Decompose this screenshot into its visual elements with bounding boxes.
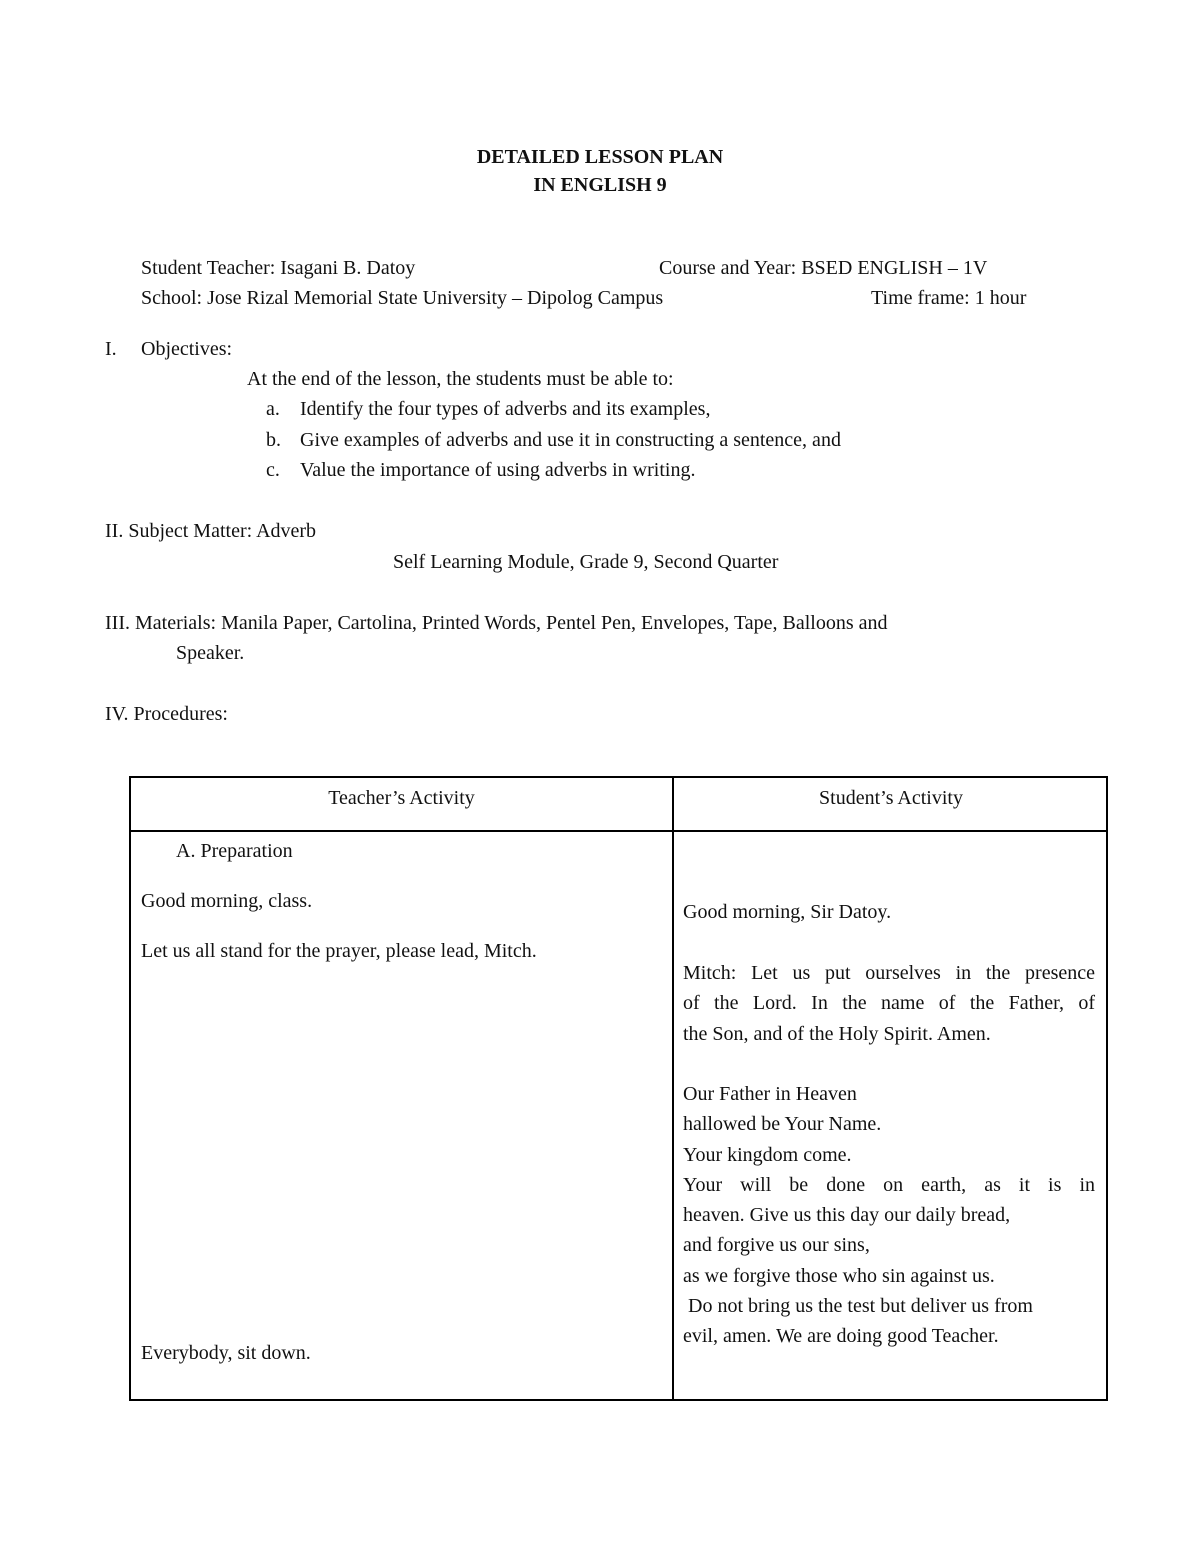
prayer-line: the Son, and of the Holy Spirit. Amen. bbox=[683, 1022, 991, 1045]
prayer-line: Your kingdom come. bbox=[683, 1143, 852, 1166]
procedures-heading: IV. Procedures: bbox=[105, 703, 228, 725]
teacher-section-heading: A. Preparation bbox=[176, 840, 293, 862]
course-year: Course and Year: BSED ENGLISH – 1V bbox=[659, 257, 988, 279]
student-teacher: Student Teacher: Isagani B. Datoy bbox=[141, 257, 416, 279]
materials-line1: III. Materials: Manila Paper, Cartolina, Printed Words, Pentel Pen, Envelopes, Tape, Balloons and bbox=[105, 612, 888, 634]
prayer-line: hallowed be Your Name. bbox=[683, 1113, 882, 1136]
subject-matter: II. Subject Matter: Adverb bbox=[105, 520, 317, 542]
objective-item: Identify the four types of adverbs and its examples, bbox=[300, 398, 711, 420]
prayer-line: Your will be done on earth, as it is in bbox=[683, 1173, 1095, 1196]
objectives-intro: At the end of the lesson, the students must be able to: bbox=[247, 368, 674, 390]
document-title-line2: IN ENGLISH 9 bbox=[533, 174, 667, 196]
objectives-heading: Objectives: bbox=[141, 338, 233, 360]
prayer-line: as we forgive those who sin against us. bbox=[683, 1264, 995, 1287]
materials-line2: Speaker. bbox=[176, 642, 245, 664]
prayer-line: evil, amen. We are doing good Teacher. bbox=[683, 1325, 999, 1348]
objective-marker: c. bbox=[266, 459, 280, 481]
teacher-greeting: Good morning, class. bbox=[141, 890, 313, 912]
objective-marker: a. bbox=[266, 398, 280, 420]
objective-item: Give examples of adverbs and use it in constructing a sentence, and bbox=[300, 429, 841, 451]
time-frame: Time frame: 1 hour bbox=[871, 287, 1027, 309]
prayer-line: of the Lord. In the name of the Father, of bbox=[683, 992, 1095, 1015]
prayer-line: and forgive us our sins, bbox=[683, 1234, 870, 1257]
header-student-activity: Student’s Activity bbox=[819, 787, 963, 809]
student-greeting: Good morning, Sir Datoy. bbox=[683, 901, 892, 923]
activity-table bbox=[129, 776, 1108, 1401]
student-prayer-intro bbox=[683, 958, 1095, 1049]
prayer-line: Mitch: Let us put ourselves in the presence bbox=[683, 962, 1095, 984]
header-teacher-activity: Teacher’s Activity bbox=[328, 787, 475, 809]
subject-reference: Self Learning Module, Grade 9, Second Quarter bbox=[393, 551, 779, 573]
objective-marker: b. bbox=[266, 429, 281, 451]
header-divider bbox=[131, 830, 1106, 832]
prayer-line: heaven. Give us this day our daily bread, bbox=[683, 1204, 1011, 1227]
school: School: Jose Rizal Memorial State University – Dipolog Campus bbox=[141, 287, 664, 309]
document-title-line1: DETAILED LESSON PLAN bbox=[476, 146, 724, 168]
student-prayer-body bbox=[683, 1079, 1095, 1352]
objective-item: Value the importance of using adverbs in writing. bbox=[300, 459, 696, 481]
objectives-numeral: I. bbox=[105, 338, 117, 360]
teacher-sit-down: Everybody, sit down. bbox=[141, 1342, 311, 1364]
column-divider bbox=[672, 778, 674, 1399]
prayer-line: Our Father in Heaven bbox=[683, 1083, 857, 1105]
teacher-prayer-request: Let us all stand for the prayer, please lead, Mitch. bbox=[141, 940, 537, 962]
prayer-line: Do not bring us the test but deliver us from bbox=[683, 1295, 1033, 1318]
